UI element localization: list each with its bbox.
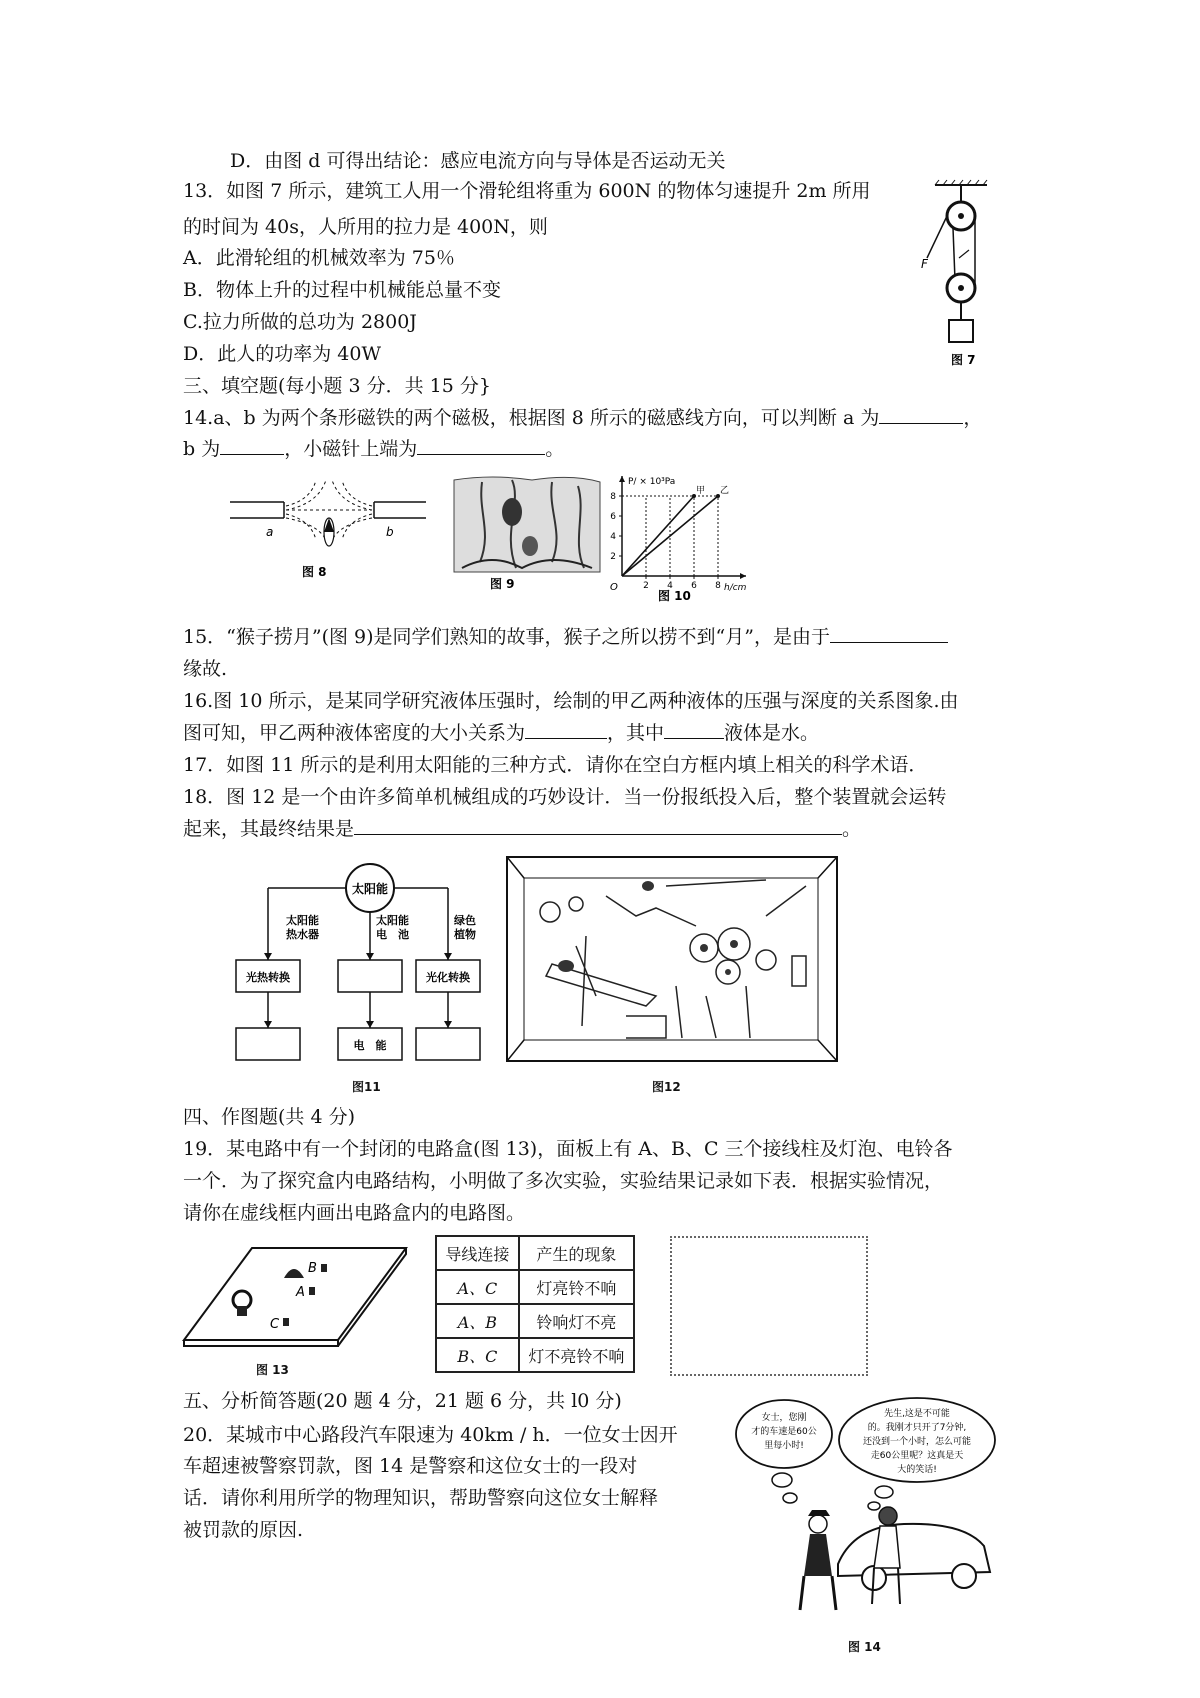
q19-line-2: 一个．为了探究盒内电路结构，小明做了多次实验，实验结果记录如下表．根据实验情况， <box>183 1170 944 1192</box>
figure-14-label: 图 14 <box>848 1640 881 1654</box>
q13-option-d: D．此人的功率为 40W <box>183 343 381 365</box>
q14-text-1: 14.a、b 为两个条形磁铁的两个磁极，根据图 8 所示的磁感线方向，可以判断 a 为 <box>183 407 880 429</box>
q13-stem-2: 的时间为 40s，人所用的拉力是 400N，则 <box>183 216 548 238</box>
pole-b-label: b <box>386 525 394 539</box>
branch-3-line-1: 绿色 <box>454 914 476 927</box>
terminal-c-label: C <box>270 1317 280 1332</box>
result-table <box>435 1235 635 1373</box>
figure-10-label: 图 10 <box>658 589 691 603</box>
table-header-cell: 产生的现象 <box>519 1236 634 1270</box>
q13-stem-1: 13．如图 7 所示，建筑工人用一个滑轮组将重为 600N 的物体匀速提升 2m 所用 <box>183 180 871 202</box>
origin-label: O <box>610 582 618 593</box>
q19-line-1: 19．某电路中有一个封闭的电路盒(图 13)，面板上有 A、B、C 三个接线柱及灯泡、电铃各 <box>183 1138 953 1160</box>
bubble-2-line-5: 大的笑话! <box>897 1465 937 1475</box>
table-cell: A、C <box>436 1270 519 1304</box>
terminal-a-label: A <box>296 1285 305 1300</box>
figure-11-diagram <box>240 860 500 1080</box>
q16-line-2 <box>183 718 819 748</box>
q15-text-1: 15．“猴子捞月”(图 9)是同学们熟知的故事，猴子之所以捞不到“月”，是由于 <box>183 626 830 648</box>
q13-option-c: C.拉力所做的总功为 2800J <box>183 311 417 333</box>
section-5-title: 五、分析简答题(20 题 4 分，21 题 6 分，共 l0 分) <box>183 1390 622 1412</box>
table-cell: 铃响灯不亮 <box>519 1304 634 1338</box>
x-tick-label: 6 <box>691 581 697 591</box>
q20-line-2: 车超速被警察罚款，图 14 是警察和这位女士的一段对 <box>183 1455 638 1477</box>
q13-option-b: B．物体上升的过程中机械能总量不变 <box>183 279 501 301</box>
table-cell: A、B <box>436 1304 519 1338</box>
series-label-2: 乙 <box>720 486 730 496</box>
q14-text-5: 。 <box>545 438 565 460</box>
x-tick-label: 8 <box>715 581 721 591</box>
solar-energy-label: 太阳能 <box>351 882 389 896</box>
figure-13-label: 图 13 <box>256 1363 289 1377</box>
q15-blank[interactable] <box>830 624 948 643</box>
figure-7-label: 图 7 <box>951 353 976 367</box>
bottom-2-label: 电 能 <box>353 1039 387 1052</box>
table-row <box>436 1270 634 1304</box>
figure-12-label: 图12 <box>652 1080 681 1094</box>
y-tick-label: 2 <box>610 552 616 562</box>
table-cell: 灯不亮铃不响 <box>519 1338 634 1372</box>
figure-12-machine <box>506 856 838 1064</box>
series-line-1 <box>622 496 694 576</box>
q13-option-a: A．此滑轮组的机械效率为 75％ <box>183 247 455 269</box>
q14-blank-a[interactable] <box>879 405 963 424</box>
branch-1-line-2: 热水器 <box>286 928 319 941</box>
branch-2-line-2: 电 池 <box>376 928 409 941</box>
box-3-label: 光化转换 <box>426 971 470 984</box>
bubble-2-line-4: 走60公里呢？这真是天 <box>870 1451 964 1461</box>
branch-3-line-2: 植物 <box>454 928 476 941</box>
figure-10-chart <box>600 472 750 602</box>
q14-blank-needle[interactable] <box>417 436 545 455</box>
bubble-2-line-2: 的。我刚才只开了7分钟, <box>867 1423 967 1433</box>
table-cell: 灯亮铃不响 <box>519 1270 634 1304</box>
box-1-label: 光热转换 <box>246 971 290 984</box>
y-tick-label: 8 <box>610 492 616 502</box>
bubble-2-line-3: 还没到一个小时，怎么可能 <box>862 1437 972 1447</box>
q14-blank-b[interactable] <box>220 436 284 455</box>
bubble-1-line-1: 女士，您刚 <box>761 1413 807 1423</box>
q19-line-3: 请你在虚线框内画出电路盒内的电路图。 <box>183 1202 526 1224</box>
figure-8-magnets <box>226 480 446 580</box>
q18-text-2: 起来，其最终结果是 <box>183 818 355 840</box>
series-label-1: 甲 <box>696 486 706 496</box>
q16-text-4: 液体是水。 <box>724 722 820 744</box>
bubble-1-line-2: 才的车速是60公 <box>751 1427 817 1437</box>
q14-text-2: ， <box>963 407 983 429</box>
q14-text-4: ，小磁针上端为 <box>284 438 418 460</box>
q17-text: 17．如图 11 所示的是利用太阳能的三种方式．请你在空白方框内填上相关的科学术语． <box>183 754 928 776</box>
q16-blank-water[interactable] <box>664 720 724 739</box>
q16-text-3: ，其中 <box>607 722 665 744</box>
q14-line-1 <box>183 403 982 433</box>
x-tick-label: 4 <box>667 581 673 591</box>
figure-9-monkey <box>452 472 602 592</box>
q16-line-1: 16.图 10 所示，是某同学研究液体压强时，绘制的甲乙两种液体的压强与深度的关系图象.由 <box>183 690 959 712</box>
q16-text-2: 图可知，甲乙两种液体密度的大小关系为 <box>183 722 526 744</box>
table-row <box>436 1304 634 1338</box>
bubble-1-line-3: 里每小时! <box>764 1441 804 1451</box>
figure-7-pulley <box>915 180 1005 370</box>
q20-line-4: 被罚款的原因. <box>183 1519 304 1541</box>
section-3-title: 三、填空题(每小题 3 分．共 15 分} <box>183 375 491 397</box>
figure-8-label: 图 8 <box>302 565 327 579</box>
table-header-row <box>436 1236 634 1270</box>
terminal-b-label: B <box>308 1261 317 1276</box>
x-axis-label: h/cm <box>724 583 747 593</box>
q14-text-3: b 为 <box>183 438 221 460</box>
q20-line-3: 话．请你利用所学的物理知识，帮助警察向这位女士解释 <box>183 1487 659 1509</box>
y-tick-label: 6 <box>610 512 616 522</box>
q18-blank[interactable] <box>354 816 842 835</box>
figure-14-cartoon <box>734 1396 1004 1630</box>
y-tick-label: 4 <box>610 532 616 542</box>
branch-2-line-1: 太阳能 <box>376 914 409 927</box>
q12-option-d: D．由图 d 可得出结论：感应电流方向与导体是否运动无关 <box>230 150 726 172</box>
q14-line-2 <box>183 434 564 464</box>
figure-9-label: 图 9 <box>490 577 515 591</box>
force-label: F <box>921 257 928 271</box>
section-4-title: 四、作图题(共 4 分) <box>183 1106 355 1128</box>
pole-a-label: a <box>266 525 274 539</box>
q15-line-2: 缘故. <box>183 658 228 680</box>
q18-line-1: 18．图 12 是一个由许多简单机械组成的巧妙设计．当一份报纸投入后，整个装置就会运转 <box>183 786 947 808</box>
bubble-2-line-1: 先生,这是不可能 <box>884 1409 950 1419</box>
q20-line-1: 20．某城市中心路段汽车限速为 40km / h．一位女士因开 <box>183 1424 678 1446</box>
q15-line-1 <box>183 622 948 652</box>
q18-text-3: 。 <box>842 818 862 840</box>
q18-line-2 <box>183 814 861 844</box>
table-row <box>436 1338 634 1372</box>
figure-13-circuit-box <box>180 1238 410 1358</box>
y-axis-label: P/ × 10³Pa <box>628 477 676 487</box>
branch-1-line-1: 太阳能 <box>286 914 319 927</box>
q16-blank-relation[interactable] <box>525 720 607 739</box>
table-cell: B、C <box>436 1338 519 1372</box>
figure-11-label: 图11 <box>352 1080 381 1094</box>
circuit-drawing-area[interactable] <box>670 1236 868 1376</box>
table-header-cell: 导线连接 <box>436 1236 519 1270</box>
x-tick-label: 2 <box>643 581 649 591</box>
